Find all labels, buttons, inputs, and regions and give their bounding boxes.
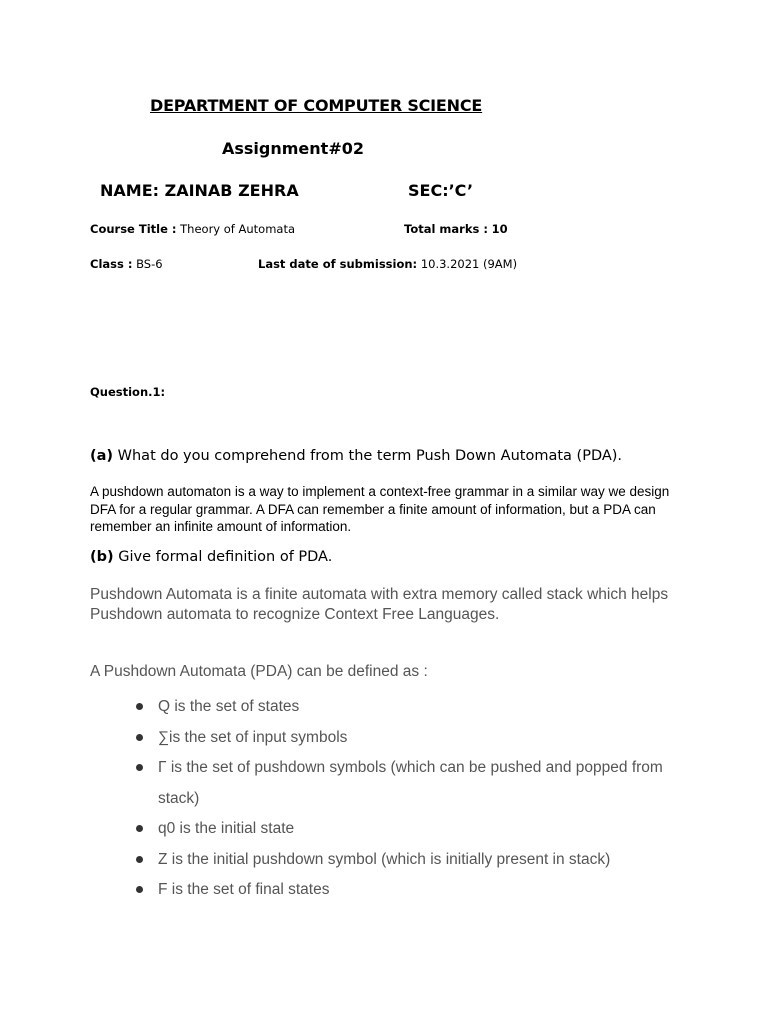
part-b-text: Give formal definition of PDA. [118, 549, 333, 565]
list-item [136, 692, 696, 723]
part-b-answer: Pushdown Automata is a finite automata with extra memory called stack which helps Pushdown automata to recognize Context Free Languages. [90, 586, 669, 623]
bullet-icon [136, 886, 143, 893]
course-title-label: Course Title : [90, 222, 177, 236]
question-number: Question.1: [90, 385, 166, 399]
definition-list [136, 692, 696, 906]
list-item-text: Q is the set of states [158, 698, 300, 715]
course-title-value: Theory of Automata [180, 222, 296, 236]
submission-deadline [258, 257, 517, 271]
deadline-label: Last date of submission: [258, 257, 418, 271]
list-item [136, 753, 696, 814]
definition-intro: A Pushdown Automata (PDA) can be defined as : [90, 663, 428, 680]
total-marks-label: Total marks : [404, 222, 488, 236]
section-label: SEC:’C’ [408, 181, 474, 200]
bullet-icon [136, 734, 143, 741]
student-name: NAME: ZAINAB ZEHRA [100, 181, 299, 200]
bullet-icon [136, 764, 143, 771]
part-b-question [90, 549, 332, 565]
part-a-answer: A pushdown automaton is a way to implement a context-free grammar in a similar way we design DFA for a regular grammar. A DFA can remember a finite amount of information, but a PDA can remember an infinite amount of information. [90, 484, 670, 534]
list-item [136, 875, 696, 906]
list-item [136, 814, 696, 845]
bullet-icon [136, 703, 143, 710]
department-title: DEPARTMENT OF COMPUTER SCIENCE [150, 96, 483, 115]
list-item-text: q0 is the initial state [158, 820, 295, 837]
bullet-icon [136, 856, 143, 863]
list-item [136, 845, 696, 876]
bullet-icon [136, 825, 143, 832]
course-title [90, 222, 295, 236]
part-a-text: What do you comprehend from the term Push Down Automata (PDA). [117, 448, 623, 464]
deadline-value: 10.3.2021 (9AM) [420, 257, 518, 271]
part-a-label: (a) [90, 448, 114, 464]
list-item-text: F is the set of final states [158, 881, 330, 898]
part-a-question [90, 448, 622, 464]
total-marks-value: 10 [491, 222, 508, 236]
list-item-text: Z is the initial pushdown symbol (which is initially present in stack) [158, 850, 611, 868]
class-label: Class : [90, 257, 133, 271]
assignment-title: Assignment#02 [222, 139, 364, 158]
part-b-label: (b) [90, 549, 114, 565]
list-item-text: Γ is the set of pushdown symbols (which can be pushed and popped from stack) [158, 759, 663, 807]
list-item-text: ∑is the set of input symbols [158, 728, 348, 746]
class-value: BS-6 [136, 257, 163, 271]
total-marks [404, 222, 508, 236]
list-item [136, 723, 696, 754]
class-info [90, 257, 163, 271]
